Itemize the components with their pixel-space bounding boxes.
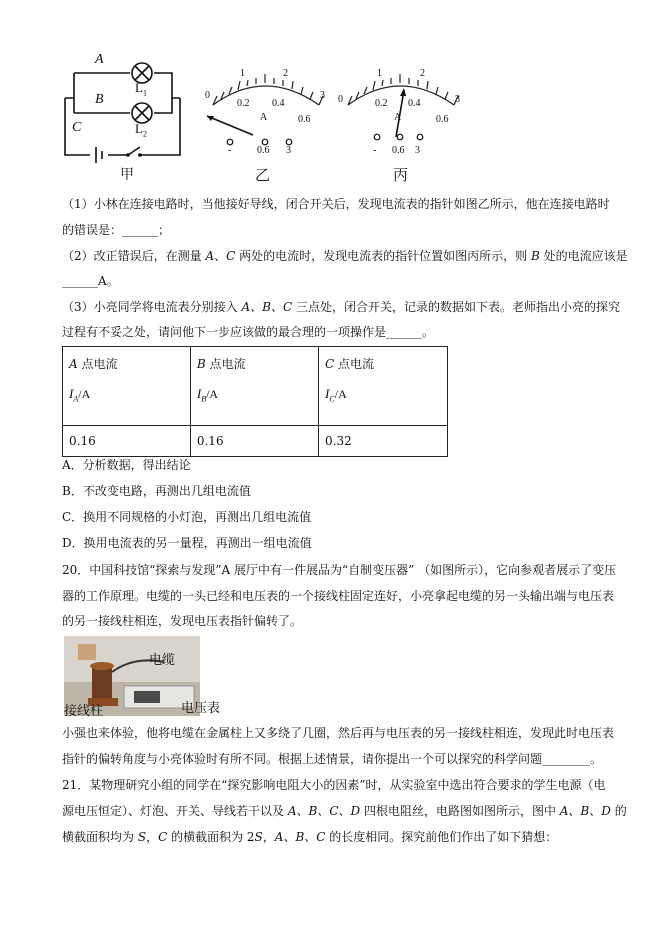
q21-line2: 源电压恒定）、灯泡、开关、导线若干以及 A、B、C、D 四根电阻丝，电路图如图所示，图中 A、B、D 的 — [62, 804, 627, 818]
q19-part3-line1: （3）小亮同学将电流表分别接入 A、B、C 三点处，闭合开关，记录的数据如下表。老师指出小亮的探究 — [62, 300, 620, 314]
caption-bing: 丙 — [393, 166, 409, 184]
bing-term-3: 3 — [415, 145, 420, 156]
bing-tick-0: 0 — [338, 94, 343, 105]
q20-line2: 器的工作原理。电缆的一头已经和电压表的一个接线柱固定连好，小亮拿起电缆的另一头输出端与电压表 — [62, 589, 615, 603]
q19-option-c: C．换用不同规格的小灯泡，再测出几组电流值 — [62, 510, 312, 524]
table-header-cell: A 点电流 $I_A/A$ — [63, 347, 191, 426]
yi-tick-3: 3 — [320, 90, 325, 101]
bing-term-minus: - — [373, 145, 377, 156]
q19-part1-line2: 的错误是：______； — [62, 223, 171, 237]
q19-part1-line1: （1）小林在连接电路时，当他接好导线，闭合开关后，发现电流表的指针如图乙所示，他在连接电路时 — [62, 197, 610, 211]
label-lamp-l1: $L_1$ — [135, 80, 147, 98]
yi-tick-0: 0 — [205, 90, 210, 101]
q20-line1: 20．中国科技馆“探索与发现”A 展厅中有一件展品为“自制变压器” （如图所示），它向参观者展示了变压 — [62, 563, 617, 577]
table-cell: 0.16 — [63, 426, 191, 457]
yi-unit: A — [260, 112, 268, 123]
bing-term-06: 0.6 — [392, 145, 405, 156]
table-cell: 0.16 — [190, 426, 318, 457]
q19-part3-line2: 过程有不妥之处，请问他下一步应该做的最合理的一项操作是______。 — [62, 325, 435, 339]
yi-tick-04: 0.4 — [272, 98, 285, 109]
q21-line3: 横截面积均为 S，C 的横截面积为 2S，A、B、C 的长度相同。探究前他们作出了如下猜想： — [62, 830, 558, 844]
label-point-a: A — [95, 52, 104, 67]
bing-tick-3: 3 — [455, 94, 460, 105]
bing-tick-06: 0.6 — [436, 114, 449, 125]
q20-line5: 指针的偏转角度与小亮体验时有所不同。根据上述情景，请你提出一个可以探究的科学问题________。 — [62, 752, 603, 766]
caption-yi: 乙 — [255, 166, 271, 184]
q19-option-b: B．不改变电路，再测出几组电流值 — [62, 484, 251, 498]
yi-tick-02: 0.2 — [237, 98, 250, 109]
q19-option-a: A．分析数据，得出结论 — [62, 458, 191, 472]
label-lamp-l2: $L_2$ — [135, 121, 147, 139]
photo-label-cable: 电缆 — [149, 653, 176, 668]
yi-tick-2: 2 — [283, 68, 288, 79]
bing-unit: A — [394, 112, 402, 123]
table-header-cell: C 点电流 $I_C/A$ — [319, 347, 448, 426]
q21-line1: 21．某物理研究小组的同学在“探究影响电阻大小的因素”时，从实验室中选出符合要求的学生电源（电 — [62, 778, 606, 792]
photo-label-terminal: 接线柱 — [64, 704, 104, 719]
q20-line4: 小强也来体验，他将电缆在金属柱上又多绕了几圈，然后再与电压表的另一接线柱相连，发现此时电压表 — [62, 726, 615, 740]
bing-tick-04: 0.4 — [408, 98, 421, 109]
table-header-cell: B 点电流 $I_B/A$ — [190, 347, 318, 426]
table-cell: 0.32 — [319, 426, 448, 457]
q19-part2-line2: ______A。 — [62, 274, 119, 288]
lamp-l2 — [132, 103, 152, 123]
bing-tick-02: 0.2 — [375, 98, 388, 109]
photo-label-voltmeter: 电压表 — [181, 701, 221, 716]
yi-term-minus: - — [228, 145, 232, 156]
label-point-b: B — [95, 92, 104, 107]
q19-option-d: D．换用电流表的另一量程，再测出一组电流值 — [62, 536, 312, 550]
label-point-c: C — [72, 120, 82, 135]
caption-jia: 甲 — [120, 167, 134, 183]
yi-term-06: 0.6 — [257, 145, 270, 156]
yi-tick-06: 0.6 — [298, 114, 311, 125]
q19-part2-line1: （2）改正错误后，在测量 A、C 两处的电流时，发现电流表的指针位置如图丙所示，则 B 处的电流应该是 — [62, 249, 628, 263]
bing-tick-1: 1 — [377, 68, 382, 79]
current-data-table — [62, 346, 448, 457]
q20-line3: 的另一接线柱相连，发现电压表指针偏转了。 — [62, 614, 303, 628]
yi-tick-1: 1 — [240, 68, 245, 79]
pointer-needle — [207, 116, 253, 135]
yi-term-3: 3 — [286, 145, 291, 156]
bing-tick-2: 2 — [420, 68, 425, 79]
